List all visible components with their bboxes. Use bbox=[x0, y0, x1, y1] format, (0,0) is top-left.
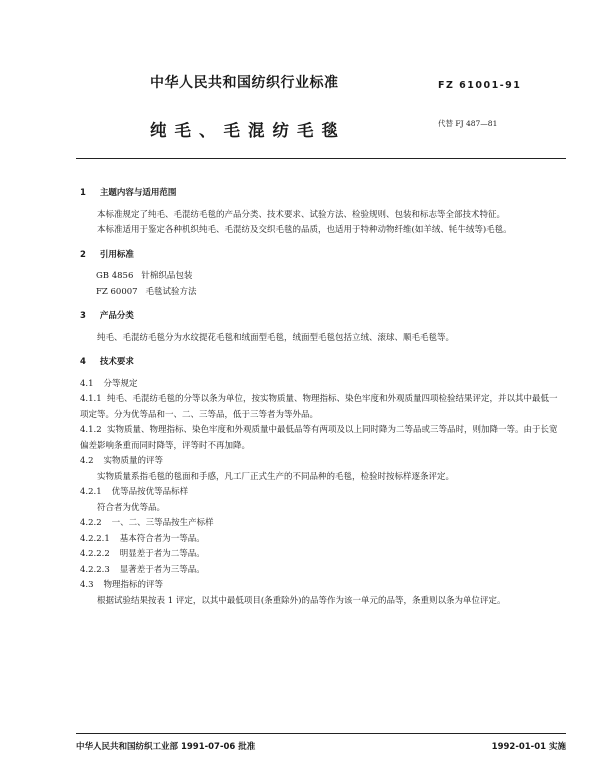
clause-4-3 bbox=[80, 578, 566, 594]
section-3-paragraph: 纯毛、毛混纺毛毯分为水纹提花毛毯和绒面型毛毯，绒面型毛毯包括立绒、滚球、顺毛毛毯等。 bbox=[97, 332, 455, 343]
section-title: 技术要求 bbox=[99, 357, 134, 367]
section-2-heading bbox=[80, 248, 566, 264]
clause-4-1-1 bbox=[80, 392, 566, 423]
clause-number: 4.2.2.2 bbox=[80, 549, 110, 559]
section-1-paragraph-2: 本标准适用于鉴定各种机织纯毛、毛混纺及交织毛毯的品质，也适用于特种动物纤维(如羊绒、牦牛绒等)毛毯。 bbox=[97, 225, 512, 235]
clause-text: 显著差于者为三等品。 bbox=[119, 564, 205, 575]
clause-4-2 bbox=[80, 454, 566, 470]
clause-4-2-2-1 bbox=[80, 532, 566, 548]
section-number: 1 bbox=[80, 188, 86, 198]
section-title: 引用标准 bbox=[99, 249, 134, 260]
section-1-heading bbox=[80, 186, 566, 202]
clause-text: 纯毛、毛混纺毛毯的分等以条为单位，按实物质量、物理指标、染色牢度和外观质量四项检验结果评定，并以其中最低一项定等。分为优等品和一、二、三等品，低于三等者为等外品。 bbox=[80, 394, 558, 420]
section-number: 3 bbox=[80, 311, 86, 321]
footer-divider bbox=[76, 733, 566, 734]
header-divider bbox=[76, 158, 566, 159]
section-number: 4 bbox=[80, 357, 86, 367]
clause-4-1 bbox=[80, 377, 566, 393]
reference-name: 针棉织品包装 bbox=[141, 271, 193, 281]
clause-number: 4.2 bbox=[80, 456, 94, 466]
clause-text: 基本符合者为一等品。 bbox=[119, 533, 205, 544]
clause-number: 4.1.1 bbox=[80, 394, 102, 404]
clause-4-2-1 bbox=[80, 485, 566, 501]
clause-4-2-2 bbox=[80, 516, 566, 532]
implementation-date: 1992-01-01 实施 bbox=[491, 742, 566, 752]
section-1-paragraph-1: 本标准规定了纯毛、毛混纺毛毯的产品分类、技术要求、试验方法、检验规则、包装和标志等全部技术特征。 bbox=[97, 209, 506, 220]
standard-body bbox=[80, 186, 566, 609]
reference-name: 毛毯试验方法 bbox=[145, 286, 197, 297]
clause-text: 优等品按优等品标样 bbox=[111, 487, 189, 497]
clause-text: 分等规定 bbox=[103, 378, 138, 389]
section-3-heading bbox=[80, 309, 566, 325]
clause-4-2-1-paragraph: 符合者为优等品。 bbox=[97, 502, 166, 513]
reference-item bbox=[80, 285, 566, 301]
clause-number: 4.2.2 bbox=[80, 518, 102, 528]
clause-4-2-2-2 bbox=[80, 547, 566, 563]
standard-title: 纯毛、毛混纺毛毯 bbox=[150, 121, 346, 140]
replaces-note: 代替 FJ 487—81 bbox=[438, 119, 498, 128]
clause-4-3-paragraph: 根据试验结果按表 1 评定，以其中最低项目(条重除外)的品等作为该一单元的品等，条重则以条为单位评定。 bbox=[97, 595, 506, 606]
clause-4-1-2 bbox=[80, 423, 566, 454]
reference-code: FZ 60007 bbox=[96, 286, 138, 297]
clause-4-2-paragraph: 实物质量系指毛毯的毯面和手感，凡工厂正式生产的不同品种的毛毯，检验时按标样逐条评定。 bbox=[97, 471, 455, 482]
standard-code: FZ 61001-91 bbox=[438, 80, 522, 91]
clause-number: 4.2.1 bbox=[80, 487, 102, 497]
clause-number: 4.1.2 bbox=[80, 425, 102, 435]
clause-text: 实物质量的评等 bbox=[103, 456, 164, 466]
clause-number: 4.2.2.1 bbox=[80, 533, 110, 544]
clause-text: 明显差于者为二等品。 bbox=[119, 549, 205, 559]
clause-text: 物理指标的评等 bbox=[103, 580, 164, 590]
reference-item bbox=[80, 269, 566, 285]
approval-note: 中华人民共和国纺织工业部 1991-07-06 批准 bbox=[76, 742, 256, 752]
section-title: 主题内容与适用范围 bbox=[99, 188, 177, 198]
section-number: 2 bbox=[80, 249, 86, 260]
clause-number: 4.1 bbox=[80, 378, 94, 389]
clause-text: 一、二、三等品按生产标样 bbox=[111, 518, 214, 528]
issuing-organization: 中华人民共和国纺织行业标准 bbox=[150, 75, 339, 91]
reference-code: GB 4856 bbox=[96, 271, 134, 281]
clause-text: 实物质量、物理指标、染色牢度和外观质量中最低品等有两项及以上同时降为二等品或三等品时，则加降一等。由于长宽偏差影响条重而同时降等，评等时不再加降。 bbox=[80, 425, 558, 451]
clause-4-2-2-3 bbox=[80, 563, 566, 579]
section-4-heading bbox=[80, 355, 566, 371]
clause-number: 4.3 bbox=[80, 580, 94, 590]
section-title: 产品分类 bbox=[99, 311, 134, 321]
clause-number: 4.2.2.3 bbox=[80, 564, 110, 575]
